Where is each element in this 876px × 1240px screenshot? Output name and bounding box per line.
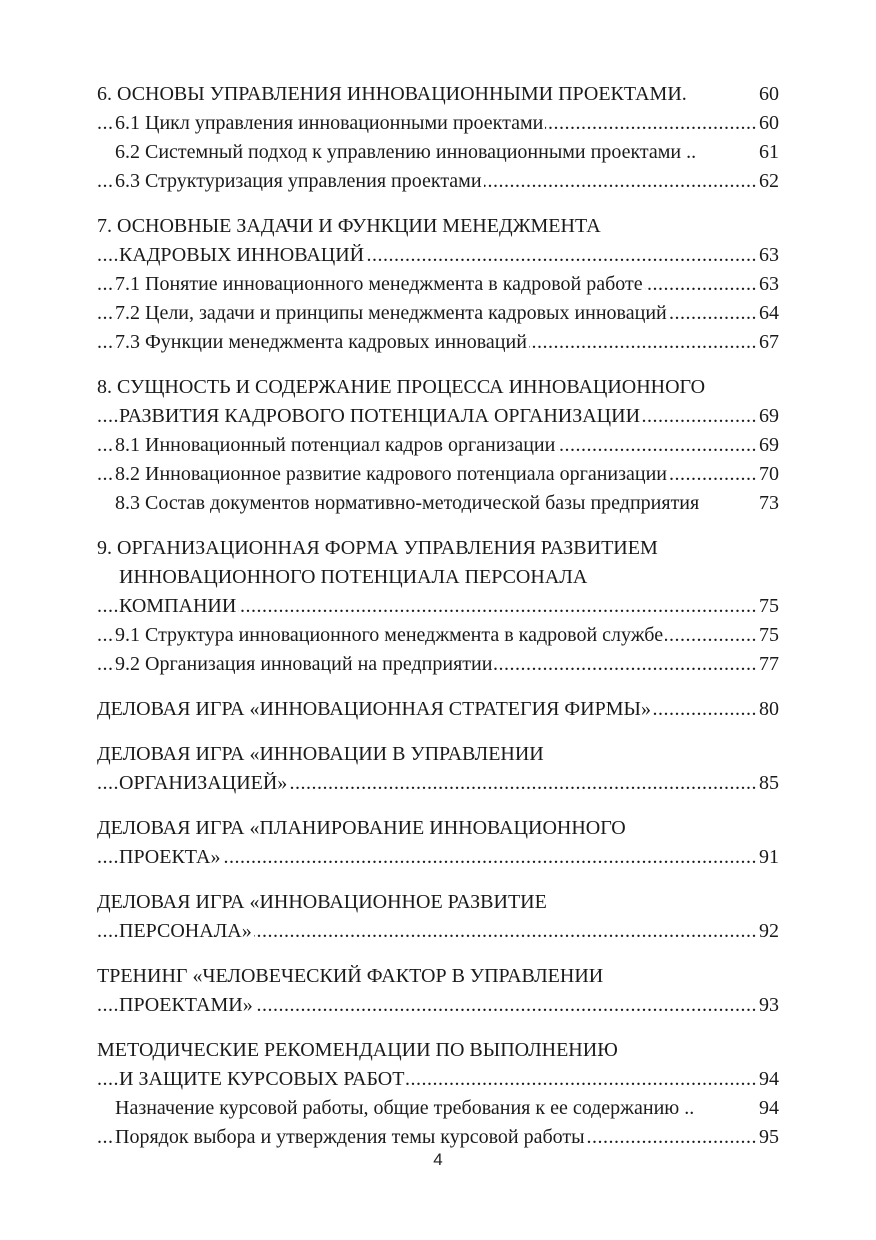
toc-entry-title: 7.2 Цели, задачи и принципы менеджмента кадровых инноваций — [115, 302, 667, 324]
toc-entry — [97, 843, 779, 872]
toc-entry-title: 8. СУЩНОСТЬ И СОДЕРЖАНИЕ ПРОЦЕССА ИННОВАЦИОННОГО — [97, 376, 706, 398]
toc-entry — [97, 534, 779, 563]
toc-entry-title: 8.3 Состав документов нормативно-методической базы предприятия — [115, 492, 700, 514]
toc-entry — [97, 814, 779, 843]
toc-section — [97, 962, 779, 1020]
toc-section — [97, 695, 779, 724]
toc-section — [97, 80, 779, 196]
toc-entry-title: ДЕЛОВАЯ ИГРА «ИННОВАЦИОННАЯ СТРАТЕГИЯ ФИРМЫ» — [97, 698, 651, 720]
toc-entry — [97, 621, 779, 650]
toc-entry-title: ПРОЕКТАМИ» — [119, 994, 253, 1016]
toc-entry-title: ДЕЛОВАЯ ИГРА «ПЛАНИРОВАНИЕ ИННОВАЦИОННОГО — [97, 817, 626, 839]
toc-entry-page: 73 — [757, 489, 779, 518]
toc-entry — [97, 431, 779, 460]
toc-entry-title: РАЗВИТИЯ КАДРОВОГО ПОТЕНЦИАЛА ОРГАНИЗАЦИИ — [119, 405, 641, 427]
toc-entry — [97, 1065, 779, 1094]
toc-section — [97, 1036, 779, 1152]
toc-entry-page: 69 — [757, 431, 779, 460]
toc-entry-title: ПРОЕКТА» — [119, 846, 221, 868]
toc-entry — [97, 769, 779, 798]
toc-entry — [97, 460, 779, 489]
page-number: 4 — [433, 1150, 443, 1169]
toc-entry-page: 69 — [757, 402, 779, 431]
toc-entry — [97, 80, 779, 109]
toc-entry-title: ОРГАНИЗАЦИЕЙ» — [119, 772, 288, 794]
toc-entry-title: И ЗАЩИТЕ КУРСОВЫХ РАБОТ — [119, 1068, 405, 1090]
toc-entry-page: 85 — [757, 769, 779, 798]
toc-entry-title: ТРЕНИНГ «ЧЕЛОВЕЧЕСКИЙ ФАКТОР В УПРАВЛЕНИИ — [97, 965, 604, 987]
toc-entry-page: 63 — [757, 270, 779, 299]
toc-entry-title: Назначение курсовой работы, общие требования к ее содержанию .. — [115, 1097, 695, 1119]
toc-entry — [97, 1094, 779, 1123]
toc-entry-title: 6.1 Цикл управления инновационными проектами — [115, 112, 544, 134]
toc-entry — [97, 740, 779, 769]
toc-entry-page: 75 — [757, 592, 779, 621]
toc-entry-title: 9. ОРГАНИЗАЦИОННАЯ ФОРМА УПРАВЛЕНИЯ РАЗВИТИЕМ — [97, 537, 658, 559]
table-of-contents — [97, 80, 779, 1168]
toc-entry-page: 62 — [757, 167, 779, 196]
toc-entry — [97, 888, 779, 917]
toc-entry — [97, 695, 779, 724]
toc-entry-page: 75 — [757, 621, 779, 650]
toc-entry — [97, 592, 779, 621]
toc-entry-title: 8.2 Инновационное развитие кадрового потенциала организации — [115, 463, 668, 485]
toc-entry-title: КАДРОВЫХ ИННОВАЦИЙ — [119, 244, 365, 266]
toc-entry — [97, 650, 779, 679]
toc-entry-page: 92 — [757, 917, 779, 946]
toc-entry-page: 60 — [757, 109, 779, 138]
toc-entry-page: 77 — [757, 650, 779, 679]
toc-entry — [97, 212, 779, 241]
toc-entry — [97, 563, 779, 592]
toc-entry-page: 95 — [757, 1123, 779, 1152]
toc-section — [97, 212, 779, 357]
toc-entry-page: 61 — [757, 138, 779, 167]
toc-entry — [97, 328, 779, 357]
toc-section — [97, 888, 779, 946]
toc-section — [97, 814, 779, 872]
toc-entry — [97, 109, 779, 138]
toc-entry-title: 6.3 Структуризация управления проектами — [115, 170, 482, 192]
toc-entry-page: 91 — [757, 843, 779, 872]
toc-entry-page: 67 — [757, 328, 779, 357]
toc-entry-title: ДЕЛОВАЯ ИГРА «ИННОВАЦИИ В УПРАВЛЕНИИ — [97, 743, 544, 765]
toc-entry-title: Порядок выбора и утверждения темы курсовой работы — [115, 1126, 585, 1148]
toc-entry-page: 60 — [757, 80, 779, 109]
toc-entry — [97, 373, 779, 402]
toc-entry-title: 9.1 Структура инновационного менеджмента в кадровой службе — [115, 624, 664, 646]
toc-section — [97, 373, 779, 518]
toc-entry — [97, 1036, 779, 1065]
toc-entry-page: 70 — [757, 460, 779, 489]
toc-entry-page: 94 — [757, 1065, 779, 1094]
toc-entry — [97, 241, 779, 270]
toc-entry-title: 7.3 Функции менеджмента кадровых инноваций — [115, 331, 527, 353]
toc-section — [97, 740, 779, 798]
toc-entry-title: ИННОВАЦИОННОГО ПОТЕНЦИАЛА ПЕРСОНАЛА — [119, 566, 588, 588]
toc-entry-title: 7.1 Понятие инновационного менеджмента в кадровой работе — [115, 273, 643, 295]
toc-entry — [97, 167, 779, 196]
toc-entry-title: ДЕЛОВАЯ ИГРА «ИННОВАЦИОННОЕ РАЗВИТИЕ — [97, 891, 547, 913]
toc-section — [97, 534, 779, 679]
toc-entry — [97, 1123, 779, 1152]
toc-entry — [97, 270, 779, 299]
toc-entry-page: 94 — [757, 1094, 779, 1123]
toc-entry-title: ПЕРСОНАЛА» — [119, 920, 252, 942]
toc-entry-title: МЕТОДИЧЕСКИЕ РЕКОМЕНДАЦИИ ПО ВЫПОЛНЕНИЮ — [97, 1039, 618, 1061]
toc-entry-title: 8.1 Инновационный потенциал кадров организации — [115, 434, 556, 456]
toc-entry-title: 7. ОСНОВНЫЕ ЗАДАЧИ И ФУНКЦИИ МЕНЕДЖМЕНТА — [97, 215, 601, 237]
toc-entry — [97, 299, 779, 328]
toc-entry-title: 9.2 Организация инноваций на предприятии — [115, 653, 493, 675]
toc-entry-page: 63 — [757, 241, 779, 270]
toc-entry-page: 80 — [757, 695, 779, 724]
toc-entry — [97, 917, 779, 946]
toc-entry — [97, 489, 779, 518]
toc-entry-title: 6.2 Системный подход к управлению инновационными проектами .. — [115, 141, 697, 163]
toc-entry-page: 64 — [757, 299, 779, 328]
toc-entry — [97, 138, 779, 167]
toc-entry — [97, 402, 779, 431]
toc-entry-title: КОМПАНИИ — [119, 595, 237, 617]
toc-entry-title: 6. ОСНОВЫ УПРАВЛЕНИЯ ИННОВАЦИОННЫМИ ПРОЕКТАМИ. — [97, 83, 687, 105]
toc-entry — [97, 991, 779, 1020]
toc-entry — [97, 962, 779, 991]
toc-entry-page: 93 — [757, 991, 779, 1020]
